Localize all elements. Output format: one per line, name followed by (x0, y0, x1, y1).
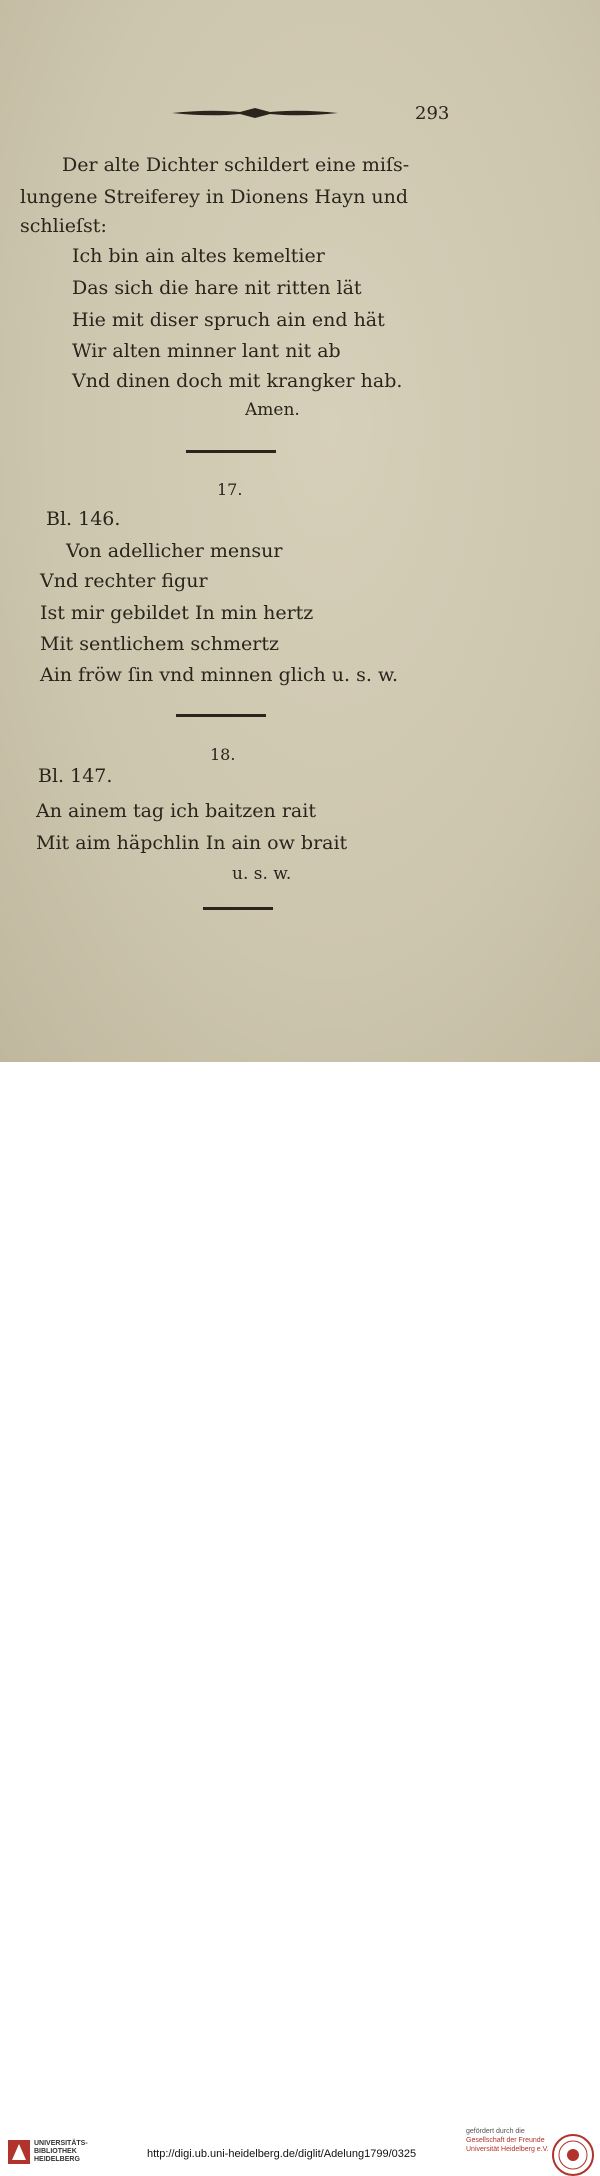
funder-name-line: Gesellschaft der Freunde (466, 2137, 545, 2144)
amen-line: Amen. (245, 400, 300, 420)
page-number: 293 (415, 103, 450, 124)
poem-line: Mit aim häpchlin In ain ow brait (36, 832, 348, 854)
poem-line: Ist mir gebildet In min hertz (40, 602, 314, 624)
section-divider (176, 714, 266, 717)
poem-line: Das sich die hare nit ritten lät (72, 277, 362, 299)
section-number: 18. (210, 745, 236, 764)
library-name-line: UNIVERSITÄTS- (34, 2140, 88, 2147)
poem-line: Ain fröw ſin vnd minnen glich u. s. w. (40, 664, 399, 686)
section-reference: Bl. 147. (38, 765, 113, 787)
poem-line: Wir alten minner lant nit ab (72, 340, 341, 362)
library-name-line: HEIDELBERG (34, 2156, 80, 2163)
funded-by-label: gefördert durch die (466, 2128, 525, 2135)
poem-line: Ich bin ain altes kemeltier (72, 245, 325, 267)
intro-line: Der alte Dichter schildert eine miſs- (62, 154, 410, 176)
university-seal-icon (552, 2134, 594, 2176)
permalink-url[interactable]: http://digi.ub.uni-heidelberg.de/diglit/Adelung1799/0325 (147, 2148, 417, 2160)
scanned-page (0, 0, 600, 1062)
poem-line: Vnd dinen doch mit krangker hab. (72, 370, 403, 392)
poem-line: Mit sentlichem schmertz (40, 633, 280, 655)
section-reference: Bl. 146. (46, 508, 121, 530)
poem-line: An ainem tag ich baitzen rait (36, 800, 316, 822)
section-number: 17. (217, 480, 243, 499)
funder-name-line: Universität Heidelberg e.V. (466, 2146, 549, 2153)
poem-line: Hie mit diser spruch ain end hät (72, 309, 385, 331)
library-logo-icon (8, 2140, 30, 2164)
library-name (34, 2140, 88, 2164)
intro-line: schlieſst: (20, 215, 107, 237)
footer-bar (0, 1062, 600, 2163)
section-divider (203, 907, 273, 910)
intro-line: lungene Streiferey in Dionens Hayn und (20, 186, 409, 208)
poem-line: Vnd rechter figur (40, 570, 208, 592)
library-name-line: BIBLIOTHEK (34, 2148, 77, 2155)
section-divider (186, 450, 276, 453)
funding-note (466, 2127, 549, 2154)
header-ornament (170, 106, 340, 120)
poem-line: Von adellicher mensur (66, 540, 283, 562)
usw-line: u. s. w. (232, 864, 292, 884)
